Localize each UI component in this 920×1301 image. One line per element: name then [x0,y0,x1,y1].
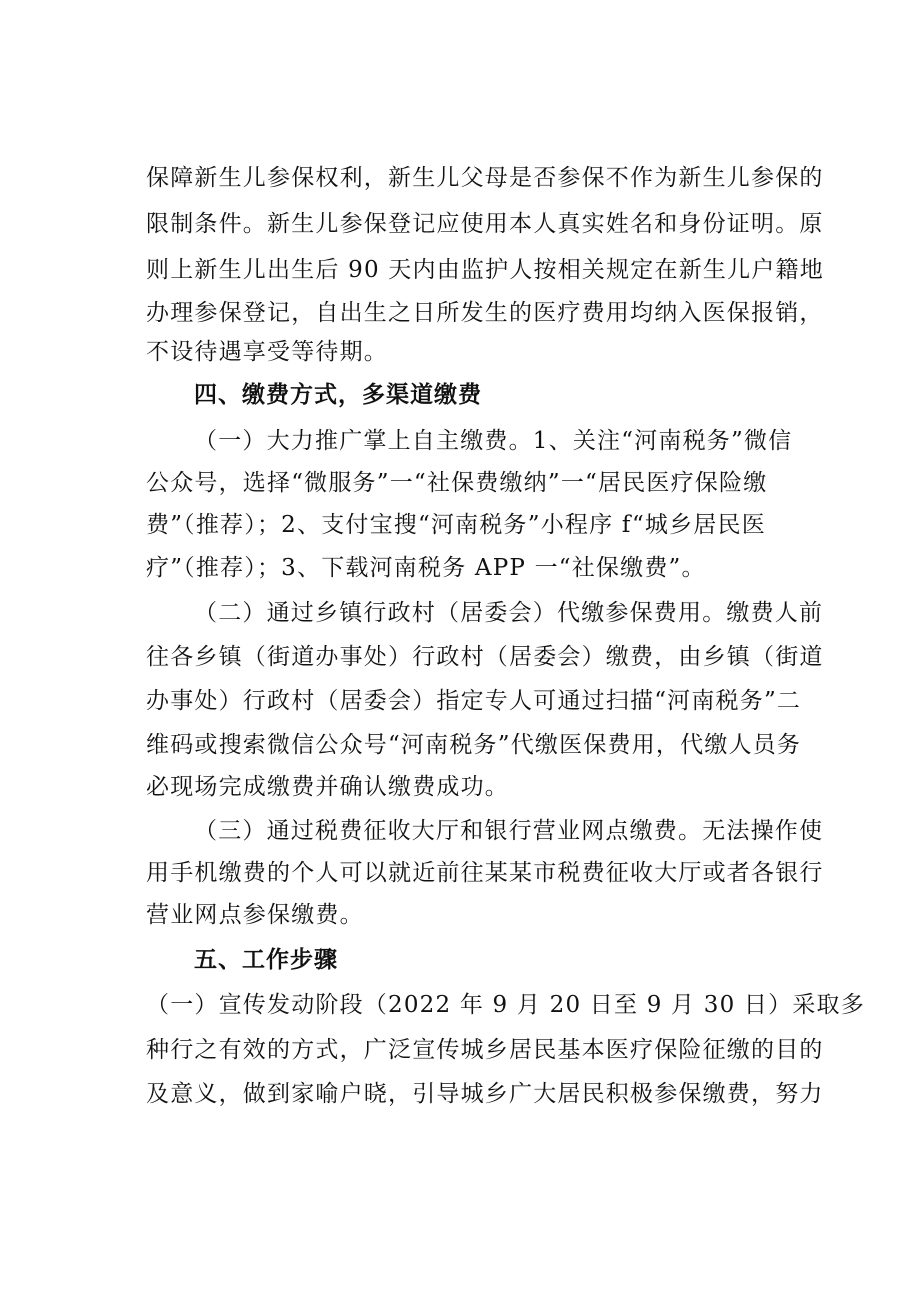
paragraph-line: 费”（推荐）；2、支付宝搜“河南税务”小程序 f“城乡居民医 [146,512,766,538]
paragraph-line: （三）通过税费征收大厅和银行营业网点缴费。无法操作使 [194,818,824,844]
paragraph-line: 营业网点参保缴费。 [146,902,364,928]
paragraph-line: 保障新生儿参保权利，新生儿父母是否参保不作为新生儿参保的 [146,165,824,191]
paragraph-line: 不设待遇享受等待期。 [146,339,388,365]
paragraph-line: 限制条件。新生儿参保登记应使用本人真实姓名和身份证明。原 [146,211,824,237]
paragraph-line: 及意义，做到家喻户晓，引导城乡广大居民积极参保缴费，努力 [146,1081,824,1107]
paragraph-line: 疗”（推荐）；3、下载河南税务 APP 一“社保缴费”。 [146,555,706,581]
paragraph-line: （一）宣传发动阶段（2022 年 9 月 20 日至 9 月 30 日）采取多 [146,992,865,1018]
paragraph-line: （二）通过乡镇行政村（居委会）代缴参保费用。缴费人前 [194,600,824,626]
paragraph-line: （一）大力推广掌上自主缴费。1、关注“河南税务”微信 [194,428,793,454]
paragraph-line: 则上新生儿出生后 90 天内由监护人按相关规定在新生儿户籍地 [146,257,824,283]
paragraph-line: 办理参保登记，自出生之日所发生的医疗费用均纳入医保报销， [146,300,824,326]
paragraph-line: 往各乡镇（街道办事处）行政村（居委会）缴费，由乡镇（街道 [146,644,824,670]
section-heading: 五、工作步骤 [194,947,338,973]
paragraph-line: 种行之有效的方式，广泛宣传城乡居民基本医疗保险征缴的目的 [146,1037,824,1063]
paragraph-line: 维码或搜索微信公众号“河南税务”代缴医保费用，代缴人员务 [146,732,802,758]
paragraph-line: 用手机缴费的个人可以就近前往某某市税费征收大厅或者各银行 [146,860,824,886]
section-heading: 四、缴费方式，多渠道缴费 [194,382,482,408]
paragraph-line: 必现场完成缴费并确认缴费成功。 [146,774,509,800]
paragraph-line: 办事处）行政村（居委会）指定专人可通过扫描“河南税务”二 [146,688,802,714]
paragraph-line: 公众号，选择“微服务”一“社保费缴纳”一“居民医疗保险缴 [146,470,768,496]
